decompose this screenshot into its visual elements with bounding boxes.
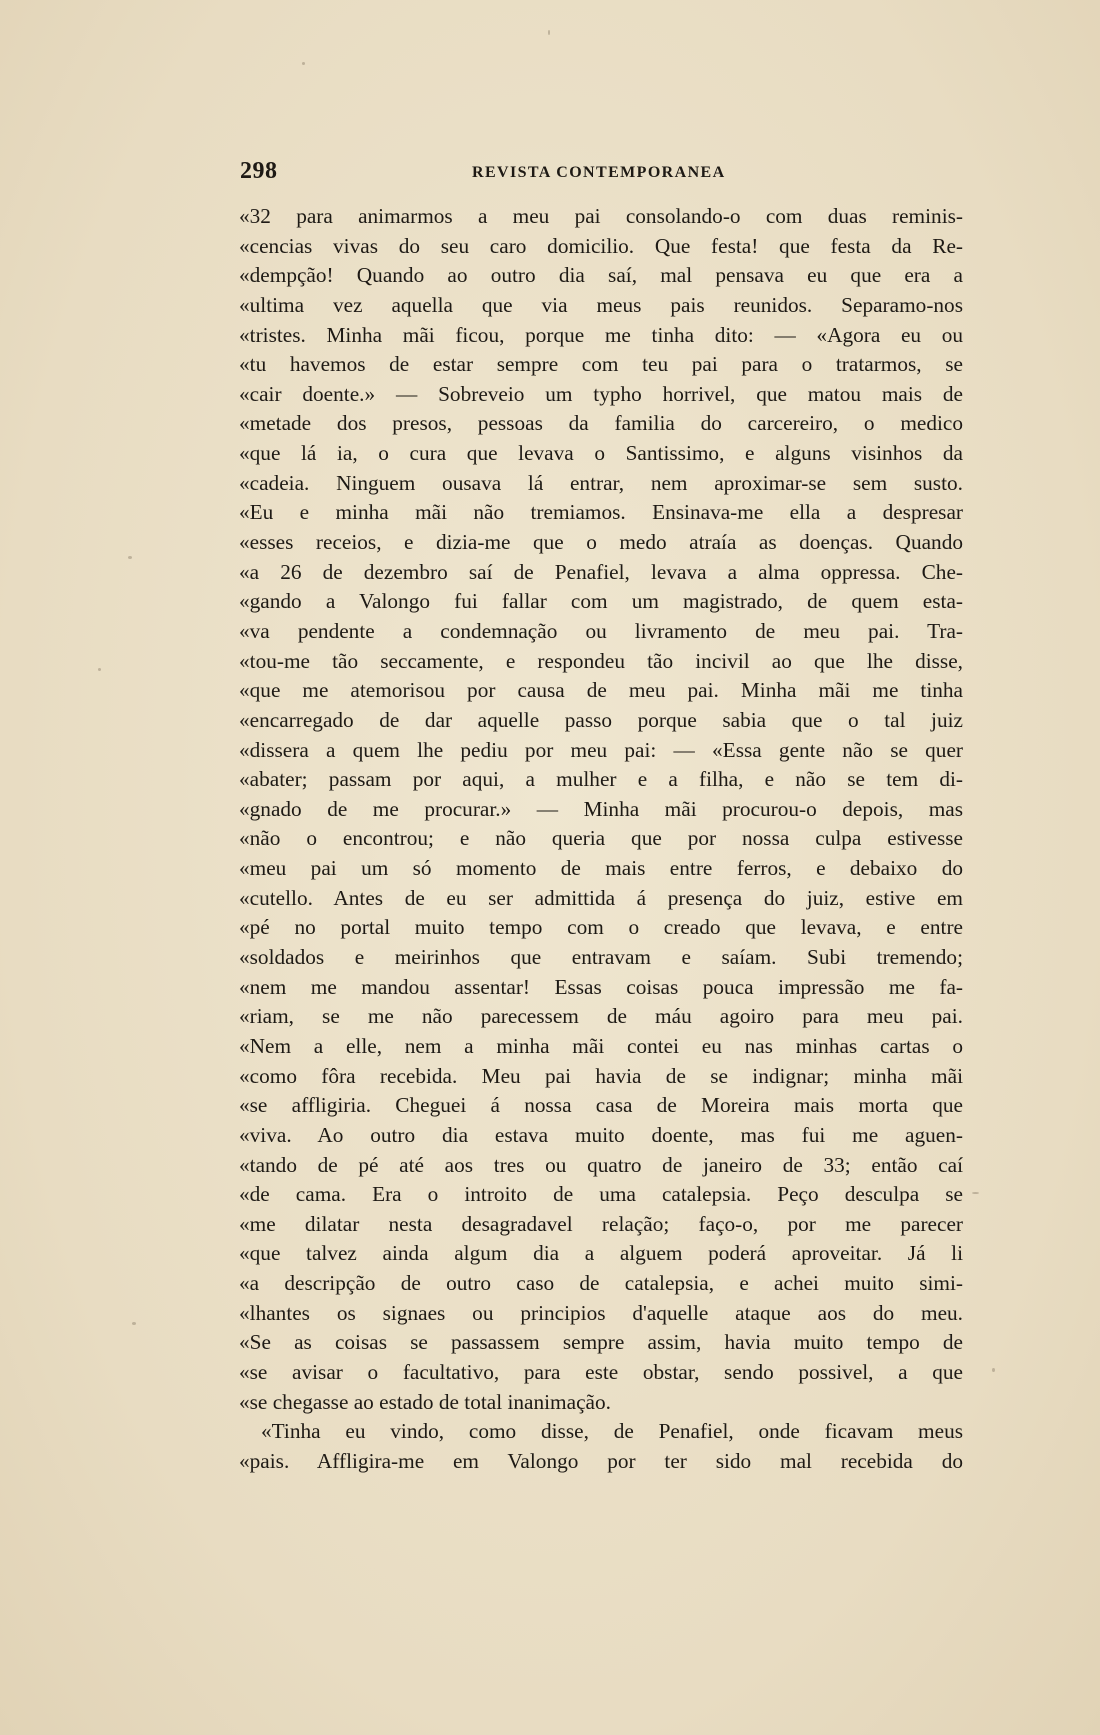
text-line: «que me atemorisou por causa de meu pai. Minha mãi me tinha bbox=[239, 678, 963, 703]
text-line: «tou-me tão seccamente, e respondeu tão incivil ao que lhe disse, bbox=[239, 648, 963, 673]
paper-speck bbox=[128, 556, 132, 559]
text-line: «que lá ia, o cura que levava o Santissimo, e alguns visinhos da bbox=[239, 441, 963, 466]
text-line: «Se as coisas se passassem sempre assim, havia muito tempo de bbox=[239, 1330, 963, 1355]
text-line: «me dilatar nesta desagradavel relação; faço-o, por me parecer bbox=[239, 1211, 963, 1236]
text-line: «que talvez ainda algum dia a alguem poderá aproveitar. Já li bbox=[239, 1241, 963, 1266]
text-line: «32 para animarmos a meu pai consolando-o com duas reminis- bbox=[239, 204, 963, 228]
text-line: «dempção! Quando ao outro dia saí, mal pensava eu que era a bbox=[239, 263, 963, 288]
page-number: 298 bbox=[240, 158, 278, 184]
text-line: «cadeia. Ninguem ousava lá entrar, nem aproximar-se sem susto. bbox=[239, 470, 963, 495]
text-line: «dissera a quem lhe pediu por meu pai: — «Essa gente não se quer bbox=[239, 737, 963, 762]
text-line: «não o encontrou; e não queria que por nossa culpa estivesse bbox=[239, 826, 963, 851]
text-line: «pé no portal muito tempo com o creado que levava, e entre bbox=[239, 915, 963, 940]
paper-speck bbox=[132, 1322, 136, 1325]
text-line: «encarregado de dar aquelle passo porque sabia que o tal juiz bbox=[239, 707, 963, 732]
text-line: «a 26 de dezembro saí de Penafiel, levava a alma oppressa. Che- bbox=[239, 559, 963, 584]
text-line: «Nem a elle, nem a minha mãi contei eu nas minhas cartas o bbox=[239, 1033, 963, 1058]
running-title: REVISTA CONTEMPORANEA bbox=[472, 164, 726, 181]
text-line: «va pendente a condemnação ou livramento de meu pai. Tra- bbox=[239, 618, 963, 643]
text-line: «de cama. Era o introito de uma catalepsia. Peço desculpa se bbox=[239, 1182, 963, 1207]
text-line: «Tinha eu vindo, como disse, de Penafiel, onde ficavam meus bbox=[261, 1419, 963, 1444]
text-line: «Eu e minha mãi não tremiamos. Ensinava-me ella a despresar bbox=[239, 500, 963, 525]
text-line: «soldados e meirinhos que entravam e saíam. Subi tremendo; bbox=[239, 945, 963, 970]
text-line: «ultima vez aquella que via meus pais reunidos. Separamo-nos bbox=[239, 292, 963, 317]
text-line: «gando a Valongo fui fallar com um magistrado, de quem esta- bbox=[239, 589, 963, 614]
paper-speck bbox=[548, 30, 550, 35]
text-line: «a descripção de outro caso de catalepsia, e achei muito simi- bbox=[239, 1271, 963, 1296]
text-line: «como fôra recebida. Meu pai havia de se indignar; minha mãi bbox=[239, 1063, 963, 1088]
text-line: «gnado de me procurar.» — Minha mãi procurou-o depois, mas bbox=[239, 796, 963, 821]
paper-speck bbox=[302, 62, 305, 65]
text-line: «nem me mandou assentar! Essas coisas pouca impressão me fa- bbox=[239, 974, 963, 999]
text-line: «abater; passam por aqui, a mulher e a filha, e não se tem di- bbox=[239, 767, 963, 792]
text-line: «se avisar o facultativo, para este obstar, sendo possivel, a que bbox=[239, 1359, 963, 1384]
paper-speck bbox=[972, 1192, 979, 1194]
text-line: «riam, se me não parecessem de máu agoiro para meu pai. bbox=[239, 1004, 963, 1029]
body-text bbox=[239, 202, 963, 1477]
text-line: «cutello. Antes de eu ser admittida á presença do juiz, estive em bbox=[239, 885, 963, 910]
text-line: «pais. Affligira-me em Valongo por ter sido mal recebida do bbox=[239, 1448, 963, 1473]
paper-speck bbox=[98, 668, 101, 671]
text-line: «lhantes os signaes ou principios d'aquelle ataque aos do meu. bbox=[239, 1300, 963, 1325]
text-line: «se chegasse ao estado de total inanimação. bbox=[239, 1389, 611, 1414]
text-line: «cair doente.» — Sobreveio um typho horrivel, que matou mais de bbox=[239, 381, 963, 406]
text-line: «esses receios, e dizia-me que o medo atraía as doenças. Quando bbox=[239, 530, 963, 555]
text-line: «tando de pé até aos tres ou quatro de janeiro de 33; então caí bbox=[239, 1152, 963, 1177]
text-line: «cencias vivas do seu caro domicilio. Que festa! que festa da Re- bbox=[239, 233, 963, 258]
paper-speck bbox=[992, 1368, 995, 1372]
text-line: «se affligiria. Cheguei á nossa casa de Moreira mais morta que bbox=[239, 1093, 963, 1118]
text-line: «tu havemos de estar sempre com teu pai para o tratarmos, se bbox=[239, 352, 963, 377]
page-header bbox=[240, 158, 968, 188]
text-line: «meu pai um só momento de mais entre ferros, e debaixo do bbox=[239, 856, 963, 881]
text-line: «viva. Ao outro dia estava muito doente, mas fui me aguen- bbox=[239, 1122, 963, 1147]
text-line: «metade dos presos, pessoas da familia do carcereiro, o medico bbox=[239, 411, 963, 436]
text-line: «tristes. Minha mãi ficou, porque me tinha dito: — «Agora eu ou bbox=[239, 322, 963, 347]
